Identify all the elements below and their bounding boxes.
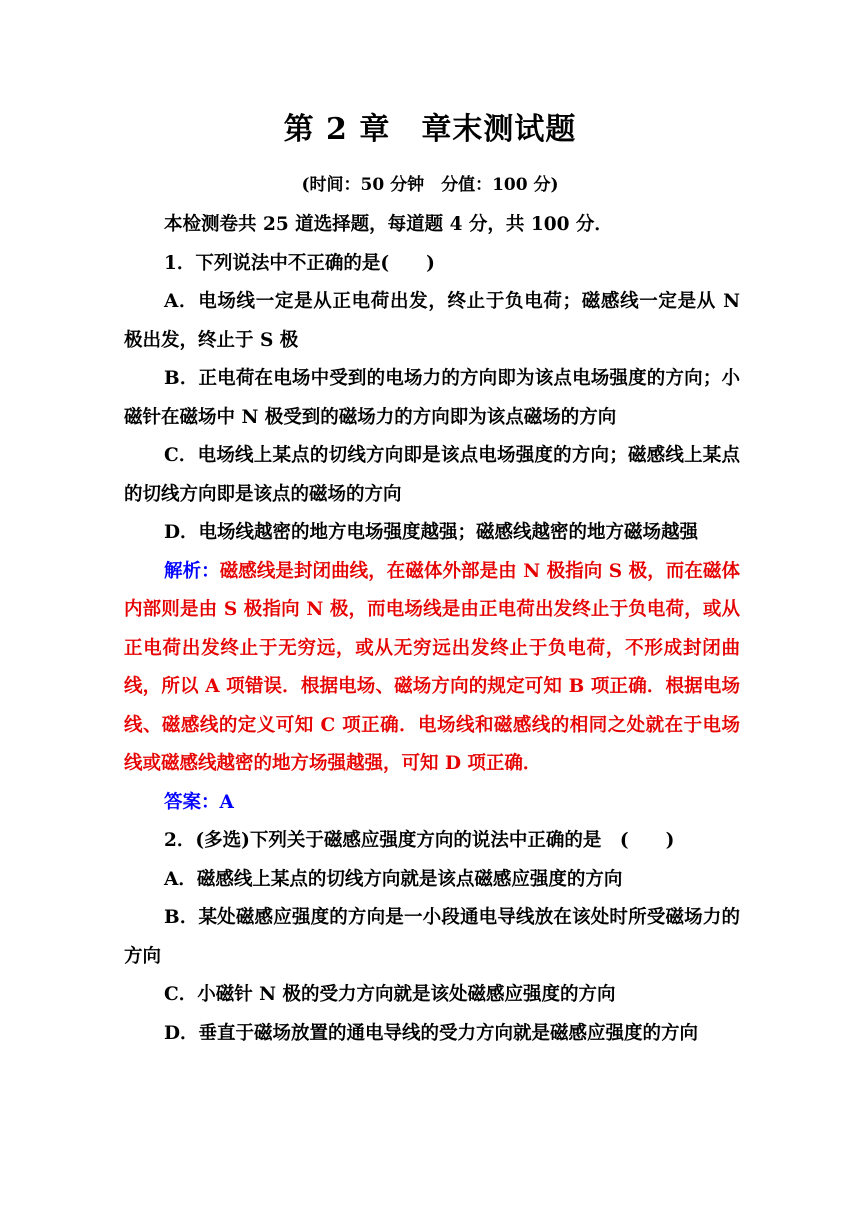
question-1-option-b: B．正电荷在电场中受到的电场力的方向即为该点电场强度的方向；小磁针在磁场中 N 极受到的磁场力的方向即为该点磁场的方向 [124, 368, 740, 428]
question-2-option-c: C．小磁针 N 极的受力方向就是该处磁感应强度的方向 [164, 984, 616, 1005]
question-1-option-c: C．电场线上某点的切线方向即是该点电场强度的方向；磁感线上某点的切线方向即是该点的磁场的方向 [124, 445, 740, 505]
question-1-stem: 1．下列说法中不正确的是( ) [164, 252, 435, 274]
intro-text: 本检测卷共 25 道选择题，每道题 4 分，共 100 分． [164, 214, 613, 235]
question-1-analysis [124, 553, 740, 784]
analysis-label: 解析： [164, 560, 220, 582]
question-2-stem: 2．(多选)下列关于磁感应强度方向的说法中正确的是 ( ) [164, 830, 675, 851]
question-1-option-d: D．电场线越密的地方电场强度越强；磁感线越密的地方磁场越强 [164, 522, 699, 543]
question-1-option-a: A．电场线一定是从正电荷出发，终止于负电荷；磁感线一定是从 N 极出发，终止于 S 极 [124, 291, 740, 351]
question-2-option-a: A．磁感线上某点的切线方向就是该点磁感应强度的方向 [164, 868, 623, 890]
question-1-answer: 答案：A [164, 791, 234, 813]
page-title: 第 2 章 章末测试题 [283, 112, 577, 147]
analysis-text: 磁感线是封闭曲线，在磁体外部是由 N 极指向 S 极，而在磁体内部则是由 S 极指向 N 极，而电场线是由正电荷出发终止于负电荷，或从正电荷出发终止于无穷远，或从无穷远出发终止于负电荷，不形成封闭曲线，所以 A 项错误．根据电场、磁场方向的规定可知 B 项正确．根据电场线、磁感线的定义可知 C 项正确．电场线和磁感线的相同之处就在于电场线或磁感线越密的地方场强越强，可知 D 项正确． [124, 560, 740, 774]
question-2-option-b: B．某处磁感应强度的方向是一小段通电导线放在该处时所受磁场力的方向 [124, 907, 740, 967]
document-body [124, 206, 740, 1053]
page-subtitle: (时间：50 分钟 分值：100 分) [301, 175, 559, 195]
question-2-option-d: D．垂直于磁场放置的通电导线的受力方向就是磁感应强度的方向 [164, 1022, 699, 1044]
